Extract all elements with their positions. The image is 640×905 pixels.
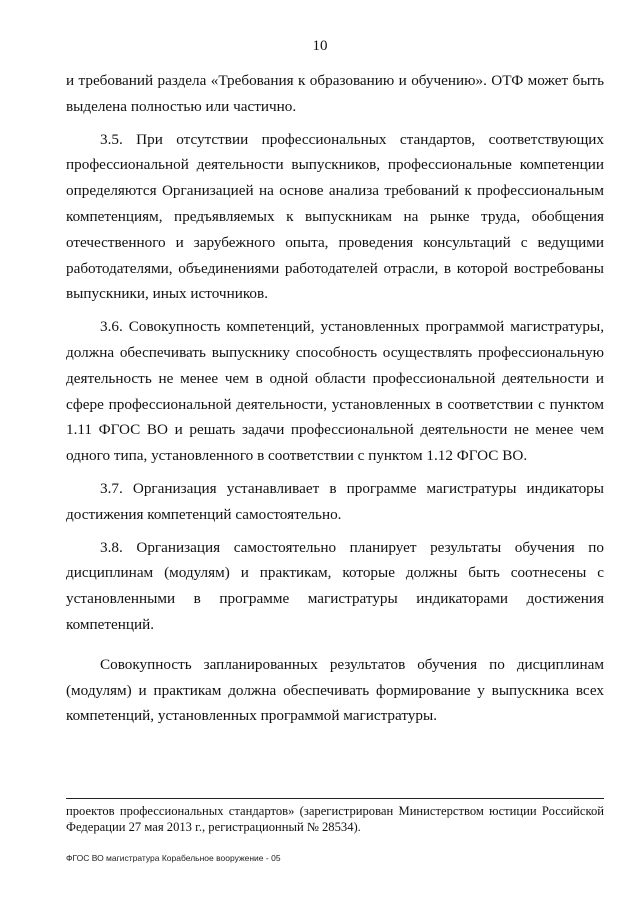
footnote-text: проектов профессиональных стандартов» (зарегистрирован Министерством юстиции Российской Федерации 27 мая 2013 г., регистрационный № 28534). [66, 804, 604, 834]
paragraph-3-8: 3.8. Организация самостоятельно планирует результаты обучения по дисциплинам (модулям) и практикам, которые должны быть соотнесены с установленными в программе магистратуры индикаторами достижения компетенций. [66, 538, 604, 633]
document-body [66, 68, 604, 729]
document-footer: ФГОС ВО магистратура Корабельное вооружение - 05 [66, 853, 281, 863]
paragraph-3-5: 3.5. При отсутствии профессиональных стандартов, соответствующих профессиональной деятельности выпускников, профессиональные компетенции определяются Организацией на основе анализа требований к профессиональным компетенциям, предъявляемых к выпускникам на рынке труда, обобщения отечественного и зарубежного опыта, проведения консультаций с ведущими работодателями, объединениями работодателей отрасли, в которой востребованы выпускники, иных источников. [66, 130, 604, 303]
page-number: 10 [312, 38, 328, 54]
paragraph-3-7: 3.7. Организация устанавливает в программе магистратуры индикаторы достижения компетенций самостоятельно. [66, 479, 604, 523]
paragraph-learning-outcomes: Совокупность запланированных результатов обучения по дисциплинам (модулям) и практикам должна обеспечивать формирование у выпускника всех компетенций, установленных программой магистратуры. [66, 655, 604, 725]
footnote-divider [66, 798, 604, 799]
paragraph-3-6: 3.6. Совокупность компетенций, установленных программой магистратуры, должна обеспечивать выпускнику способность осуществлять профессиональную деятельность не менее чем в одной области профессиональной деятельности и сфере профессиональной деятельности, установленных в соответствии с пунктом 1.11 ФГОС ВО и решать задачи профессиональной деятельности не менее чем одного типа, установленного в соответствии с пунктом 1.12 ФГОС ВО. [66, 318, 604, 465]
paragraph-continuation: и требований раздела «Требования к образованию и обучению». ОТФ может быть выделена полностью или частично. [66, 72, 604, 115]
